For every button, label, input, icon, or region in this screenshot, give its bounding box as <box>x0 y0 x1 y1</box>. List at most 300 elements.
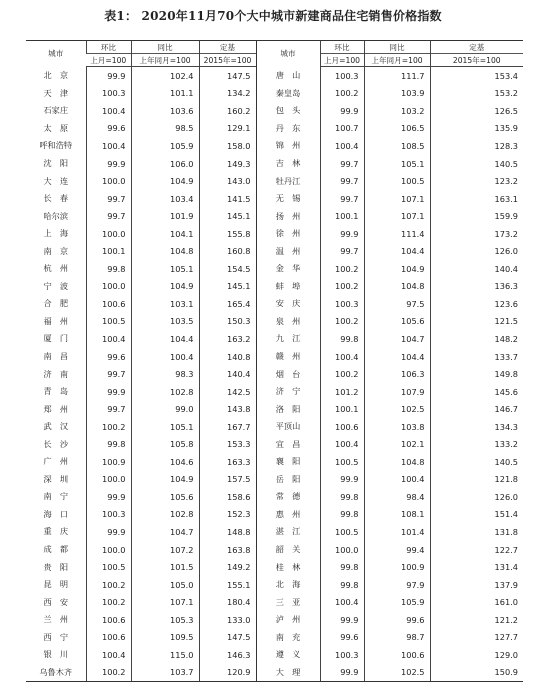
city-name-left: 沈 阳 <box>43 158 69 168</box>
base-value-right: 173.2 <box>430 225 523 243</box>
yoy-value-right: 104.7 <box>364 330 430 348</box>
table-row <box>26 541 523 559</box>
mom-value-right: 100.5 <box>320 453 364 471</box>
city-name-right: 秦皇岛 <box>256 85 320 103</box>
yoy-value-left: 103.1 <box>131 295 199 313</box>
table-row <box>26 120 523 138</box>
city-name-right: 徐 州 <box>256 225 320 243</box>
city-name-left: 济 南 <box>43 368 69 379</box>
table-row <box>26 435 523 453</box>
city-name-left: 呼和浩特 <box>39 140 73 151</box>
mom-value-left: 100.0 <box>86 471 131 489</box>
base-value-left: 143.0 <box>199 172 256 190</box>
mom-value-left: 100.6 <box>86 295 131 313</box>
mom-value-left: 99.9 <box>86 488 131 506</box>
base-value-left: 134.2 <box>199 85 256 103</box>
yoy-value-left: 105.8 <box>131 435 199 453</box>
base-value-left: 163.2 <box>199 330 256 348</box>
base-value-left: 155.1 <box>199 576 256 594</box>
yoy-value-left: 107.1 <box>131 593 199 611</box>
mom-value-right: 100.5 <box>320 523 364 541</box>
mom-header-left: 环比 <box>86 41 131 54</box>
base-value-left: 143.8 <box>199 400 256 418</box>
mom-value-left: 99.8 <box>86 435 131 453</box>
yoy-value-left: 103.7 <box>131 664 199 682</box>
mom-value-left: 99.7 <box>86 365 131 383</box>
table-row <box>26 278 523 296</box>
mom-value-right: 100.3 <box>320 646 364 664</box>
mom-value-left: 100.3 <box>86 85 131 103</box>
city-name-left: 石家庄 <box>43 105 69 116</box>
city-name-left: 厦 门 <box>43 333 69 344</box>
base-value-left: 163.8 <box>199 541 256 559</box>
city-name-right: 襄 阳 <box>256 453 320 471</box>
city-name-right: 包 头 <box>256 102 320 120</box>
yoy-value-left: 98.5 <box>131 120 199 138</box>
base-value-left: 154.5 <box>199 260 256 278</box>
yoy-value-right: 102.5 <box>364 400 430 418</box>
mom-value-left: 100.9 <box>86 453 131 471</box>
mom-value-right: 100.6 <box>320 418 364 436</box>
base-value-right: 122.7 <box>430 541 523 559</box>
yoy-value-right: 107.1 <box>364 190 430 208</box>
yoy-value-right: 99.4 <box>364 541 430 559</box>
yoy-value-right: 104.4 <box>364 242 430 260</box>
city-name-right: 安 庆 <box>256 295 320 313</box>
base-value-left: 149.2 <box>199 558 256 576</box>
mom-value-left: 100.5 <box>86 558 131 576</box>
city-name-right: 蚌 埠 <box>256 278 320 296</box>
mom-value-right: 100.1 <box>320 400 364 418</box>
mom-value-left: 100.2 <box>86 576 131 594</box>
city-name-right: 泸 州 <box>256 611 320 629</box>
base-value-left: 140.8 <box>199 348 256 366</box>
city-name-left: 南 宁 <box>43 491 69 502</box>
base-value-right: 136.3 <box>430 278 523 296</box>
yoy-value-left: 104.4 <box>131 330 199 348</box>
yoy-value-right: 103.2 <box>364 102 430 120</box>
city-name-left: 广 州 <box>43 456 69 467</box>
table-row <box>26 611 523 629</box>
mom-value-left: 99.6 <box>86 120 131 138</box>
yoy-value-right: 105.9 <box>364 593 430 611</box>
base-value-right: 126.0 <box>430 488 523 506</box>
city-name-right: 扬 州 <box>256 207 320 225</box>
base-subheader-right: 2015年=100 <box>430 54 523 67</box>
yoy-header-left: 同比 <box>131 41 199 54</box>
city-name-left: 乌鲁木齐 <box>26 664 86 682</box>
city-name-left: 贵 阳 <box>43 561 69 572</box>
mom-value-right: 99.9 <box>320 611 364 629</box>
base-header-left: 定基 <box>199 41 256 54</box>
mom-value-left: 100.6 <box>86 629 131 647</box>
base-value-left: 163.3 <box>199 453 256 471</box>
yoy-value-left: 115.0 <box>131 646 199 664</box>
city-name-left: 上 海 <box>43 228 69 239</box>
city-name-right: 唐 山 <box>256 67 320 85</box>
base-value-left: 180.4 <box>199 593 256 611</box>
yoy-value-left: 104.9 <box>131 471 199 489</box>
mom-value-right: 100.1 <box>320 207 364 225</box>
yoy-value-left: 103.4 <box>131 190 199 208</box>
yoy-value-right: 100.9 <box>364 558 430 576</box>
table-title: 表1： 2020年11月70个大中城市新建商品住宅销售价格指数 <box>104 9 442 23</box>
city-name-left: 杭 州 <box>43 263 69 274</box>
mom-value-left: 99.7 <box>86 190 131 208</box>
yoy-value-right: 99.6 <box>364 611 430 629</box>
city-name-left: 哈尔滨 <box>43 210 69 221</box>
city-name-right: 无 锡 <box>256 190 320 208</box>
city-name-left: 南 京 <box>43 245 69 256</box>
base-value-left: 148.8 <box>199 523 256 541</box>
base-value-right: 126.5 <box>430 102 523 120</box>
city-name-left: 郑 州 <box>43 403 69 414</box>
table-row <box>26 330 523 348</box>
mom-value-left: 100.2 <box>86 664 131 682</box>
mom-value-right: 99.6 <box>320 629 364 647</box>
city-name-left: 北 京 <box>43 70 69 81</box>
city-name-right: 南 充 <box>256 629 320 647</box>
table-row <box>26 488 523 506</box>
mom-value-right: 99.7 <box>320 172 364 190</box>
mom-value-left: 99.9 <box>86 523 131 541</box>
base-value-right: 126.0 <box>430 242 523 260</box>
city-name-right: 洛 阳 <box>256 400 320 418</box>
base-value-left: 146.3 <box>199 646 256 664</box>
table-row <box>26 400 523 418</box>
base-value-right: 121.8 <box>430 471 523 489</box>
yoy-value-left: 105.1 <box>131 418 199 436</box>
mom-value-right: 99.7 <box>320 155 364 173</box>
base-value-right: 150.9 <box>430 664 523 682</box>
base-value-left: 153.3 <box>199 435 256 453</box>
city-name-left: 兰 州 <box>43 614 69 625</box>
mom-value-left: 99.8 <box>86 260 131 278</box>
mom-value-left: 99.9 <box>86 383 131 401</box>
city-name-right: 锦 州 <box>256 137 320 155</box>
table-row <box>26 225 523 243</box>
base-value-right: 123.6 <box>430 295 523 313</box>
city-name-left: 长 沙 <box>43 438 69 449</box>
yoy-value-right: 108.5 <box>364 137 430 155</box>
city-name-right: 三 亚 <box>256 593 320 611</box>
mom-value-left: 100.1 <box>86 242 131 260</box>
yoy-value-left: 102.8 <box>131 383 199 401</box>
city-name-left: 武 汉 <box>43 421 69 432</box>
city-name-left: 昆 明 <box>43 579 69 590</box>
city-name-left: 福 州 <box>43 315 69 326</box>
city-name-right: 平顶山 <box>256 418 320 436</box>
yoy-value-left: 104.9 <box>131 172 199 190</box>
base-value-right: 133.7 <box>430 348 523 366</box>
mom-value-left: 100.0 <box>86 172 131 190</box>
base-value-left: 140.4 <box>199 365 256 383</box>
city-name-left: 宁 波 <box>43 280 69 291</box>
table-row <box>26 172 523 190</box>
city-name-right: 赣 州 <box>256 348 320 366</box>
mom-value-left: 99.7 <box>86 207 131 225</box>
table-row <box>26 523 523 541</box>
mom-value-left: 100.5 <box>86 313 131 331</box>
mom-value-right: 100.3 <box>320 67 364 85</box>
base-value-left: 150.3 <box>199 313 256 331</box>
mom-value-left: 99.7 <box>86 400 131 418</box>
table-row <box>26 558 523 576</box>
city-name-left: 银 川 <box>43 649 69 660</box>
city-name-left: 合 肥 <box>43 298 69 309</box>
mom-value-right: 100.4 <box>320 593 364 611</box>
city-name-right: 金 华 <box>256 260 320 278</box>
base-value-right: 146.7 <box>430 400 523 418</box>
table-row <box>26 190 523 208</box>
city-name-right: 北 海 <box>256 576 320 594</box>
mom-value-right: 100.4 <box>320 137 364 155</box>
mom-value-left: 100.3 <box>86 506 131 524</box>
yoy-value-right: 111.4 <box>364 225 430 243</box>
base-value-right: 161.0 <box>430 593 523 611</box>
yoy-subheader-right: 上年同月=100 <box>364 54 430 67</box>
base-value-right: 151.4 <box>430 506 523 524</box>
base-value-left: 147.5 <box>199 67 256 85</box>
city-name-right: 桂 林 <box>256 558 320 576</box>
mom-value-right: 100.2 <box>320 85 364 103</box>
yoy-value-left: 104.6 <box>131 453 199 471</box>
base-value-left: 155.8 <box>199 225 256 243</box>
base-value-left: 158.6 <box>199 488 256 506</box>
base-value-right: 121.5 <box>430 313 523 331</box>
city-name-right: 温 州 <box>256 242 320 260</box>
table-row <box>26 348 523 366</box>
mom-value-left: 100.4 <box>86 646 131 664</box>
city-name-left: 重 庆 <box>43 526 69 537</box>
base-value-left: 157.5 <box>199 471 256 489</box>
base-value-right: 149.8 <box>430 365 523 383</box>
mom-subheader-right: 上月=100 <box>320 54 364 67</box>
mom-value-left: 100.4 <box>86 102 131 120</box>
base-value-left: 133.0 <box>199 611 256 629</box>
yoy-value-right: 104.8 <box>364 453 430 471</box>
yoy-value-right: 104.9 <box>364 260 430 278</box>
mom-value-right: 99.7 <box>320 190 364 208</box>
yoy-value-left: 107.2 <box>131 541 199 559</box>
mom-value-right: 100.3 <box>320 295 364 313</box>
table-row <box>26 85 523 103</box>
table-row <box>26 383 523 401</box>
city-name-left: 南 昌 <box>43 351 69 362</box>
city-name-left: 海 口 <box>43 508 69 519</box>
city-name-left: 西 安 <box>43 596 69 607</box>
yoy-value-right: 107.9 <box>364 383 430 401</box>
base-value-right: 140.5 <box>430 453 523 471</box>
mom-value-left: 100.4 <box>86 137 131 155</box>
yoy-value-left: 105.3 <box>131 611 199 629</box>
base-value-right: 153.4 <box>430 67 523 85</box>
city-name-right: 岳 阳 <box>256 471 320 489</box>
table-row <box>26 242 523 260</box>
mom-value-left: 100.4 <box>86 330 131 348</box>
base-value-left: 165.4 <box>199 295 256 313</box>
yoy-value-right: 102.5 <box>364 664 430 682</box>
table-row <box>26 365 523 383</box>
mom-value-right: 99.8 <box>320 488 364 506</box>
yoy-value-left: 103.5 <box>131 313 199 331</box>
yoy-value-left: 103.6 <box>131 102 199 120</box>
yoy-value-right: 106.5 <box>364 120 430 138</box>
mom-value-right: 99.8 <box>320 330 364 348</box>
yoy-value-left: 101.5 <box>131 558 199 576</box>
yoy-value-right: 103.8 <box>364 418 430 436</box>
city-name-right: 韶 关 <box>256 541 320 559</box>
base-value-right: 128.3 <box>430 137 523 155</box>
yoy-value-left: 104.7 <box>131 523 199 541</box>
mom-value-right: 99.8 <box>320 558 364 576</box>
base-value-left: 147.5 <box>199 629 256 647</box>
yoy-value-right: 104.4 <box>364 348 430 366</box>
base-value-right: 134.3 <box>430 418 523 436</box>
base-value-right: 148.2 <box>430 330 523 348</box>
yoy-value-left: 101.9 <box>131 207 199 225</box>
yoy-value-left: 109.5 <box>131 629 199 647</box>
city-header-left: 城市 <box>26 41 86 67</box>
mom-value-right: 100.0 <box>320 541 364 559</box>
base-value-right: 131.8 <box>430 523 523 541</box>
base-value-left: 158.0 <box>199 137 256 155</box>
base-value-right: 121.2 <box>430 611 523 629</box>
yoy-value-left: 105.9 <box>131 137 199 155</box>
base-value-right: 123.2 <box>430 172 523 190</box>
mom-value-right: 101.2 <box>320 383 364 401</box>
yoy-value-right: 97.5 <box>364 295 430 313</box>
city-name-right: 烟 台 <box>256 365 320 383</box>
city-name-right: 常 德 <box>256 488 320 506</box>
city-name-right: 大 理 <box>256 664 320 682</box>
table-row <box>26 646 523 664</box>
base-value-left: 141.5 <box>199 190 256 208</box>
table-row <box>26 593 523 611</box>
mom-value-left: 100.6 <box>86 611 131 629</box>
mom-value-right: 99.8 <box>320 506 364 524</box>
table-row <box>26 67 523 85</box>
base-value-left: 152.3 <box>199 506 256 524</box>
base-value-right: 133.2 <box>430 435 523 453</box>
city-name-left: 太 原 <box>43 122 69 133</box>
mom-value-left: 99.9 <box>86 67 131 85</box>
yoy-value-right: 108.1 <box>364 506 430 524</box>
base-header-right: 定基 <box>430 41 523 54</box>
city-name-right: 湛 江 <box>256 523 320 541</box>
yoy-value-left: 105.6 <box>131 488 199 506</box>
table-row <box>26 576 523 594</box>
mom-value-right: 99.8 <box>320 576 364 594</box>
city-name-left: 长 春 <box>43 193 69 204</box>
table-row <box>26 471 523 489</box>
yoy-value-right: 107.1 <box>364 207 430 225</box>
mom-value-left: 100.0 <box>86 541 131 559</box>
base-value-left: 142.5 <box>199 383 256 401</box>
yoy-value-left: 104.9 <box>131 278 199 296</box>
base-value-left: 160.8 <box>199 242 256 260</box>
yoy-value-left: 106.0 <box>131 155 199 173</box>
base-value-right: 131.4 <box>430 558 523 576</box>
city-name-right: 宜 昌 <box>256 435 320 453</box>
yoy-value-right: 111.7 <box>364 67 430 85</box>
mom-value-left: 100.0 <box>86 278 131 296</box>
mom-value-right: 99.9 <box>320 664 364 682</box>
city-name-right: 九 江 <box>256 330 320 348</box>
yoy-subheader-left: 上年同月=100 <box>131 54 199 67</box>
table-row <box>26 137 523 155</box>
yoy-value-right: 97.9 <box>364 576 430 594</box>
base-value-right: 159.9 <box>430 207 523 225</box>
base-value-right: 140.4 <box>430 260 523 278</box>
yoy-value-right: 102.1 <box>364 435 430 453</box>
yoy-value-left: 100.4 <box>131 348 199 366</box>
yoy-value-left: 99.0 <box>131 400 199 418</box>
city-name-left: 深 圳 <box>43 473 69 484</box>
table-row <box>26 506 523 524</box>
city-name-right: 吉 林 <box>256 155 320 173</box>
city-name-left: 大 连 <box>43 175 69 186</box>
table-row <box>26 260 523 278</box>
table-row <box>26 295 523 313</box>
city-name-left: 青 岛 <box>43 386 69 397</box>
table-row <box>26 155 523 173</box>
base-value-right: 140.5 <box>430 155 523 173</box>
mom-value-right: 99.9 <box>320 225 364 243</box>
mom-value-right: 99.9 <box>320 102 364 120</box>
base-value-left: 145.1 <box>199 278 256 296</box>
mom-value-right: 100.4 <box>320 348 364 366</box>
mom-value-right: 100.7 <box>320 120 364 138</box>
base-value-right: 163.1 <box>430 190 523 208</box>
base-value-left: 167.7 <box>199 418 256 436</box>
base-value-right: 127.7 <box>430 629 523 647</box>
yoy-header-right: 同比 <box>364 41 430 54</box>
city-name-left: 天 津 <box>43 87 69 98</box>
table-row <box>26 629 523 647</box>
mom-value-left: 99.6 <box>86 348 131 366</box>
yoy-value-right: 101.4 <box>364 523 430 541</box>
mom-subheader-left: 上月=100 <box>86 54 131 67</box>
mom-value-right: 100.2 <box>320 278 364 296</box>
city-header-right: 城市 <box>256 41 320 67</box>
mom-value-right: 100.2 <box>320 313 364 331</box>
base-value-right: 135.9 <box>430 120 523 138</box>
yoy-value-left: 98.3 <box>131 365 199 383</box>
yoy-value-right: 98.7 <box>364 629 430 647</box>
yoy-value-left: 104.8 <box>131 242 199 260</box>
base-value-left: 129.1 <box>199 120 256 138</box>
mom-value-right: 99.7 <box>320 242 364 260</box>
base-value-left: 145.1 <box>199 207 256 225</box>
yoy-value-right: 104.8 <box>364 278 430 296</box>
city-name-left: 成 都 <box>43 544 69 555</box>
mom-value-right: 100.2 <box>320 260 364 278</box>
mom-header-right: 环比 <box>320 41 364 54</box>
base-value-right: 145.6 <box>430 383 523 401</box>
city-name-right: 泉 州 <box>256 313 320 331</box>
city-name-right: 丹 东 <box>256 120 320 138</box>
table-body <box>26 67 523 682</box>
city-name-left: 西 宁 <box>43 631 69 642</box>
yoy-value-right: 100.5 <box>364 172 430 190</box>
mom-value-left: 100.2 <box>86 593 131 611</box>
table-row <box>26 102 523 120</box>
mom-value-left: 100.0 <box>86 225 131 243</box>
yoy-value-right: 98.4 <box>364 488 430 506</box>
yoy-value-right: 105.1 <box>364 155 430 173</box>
table-row <box>26 453 523 471</box>
